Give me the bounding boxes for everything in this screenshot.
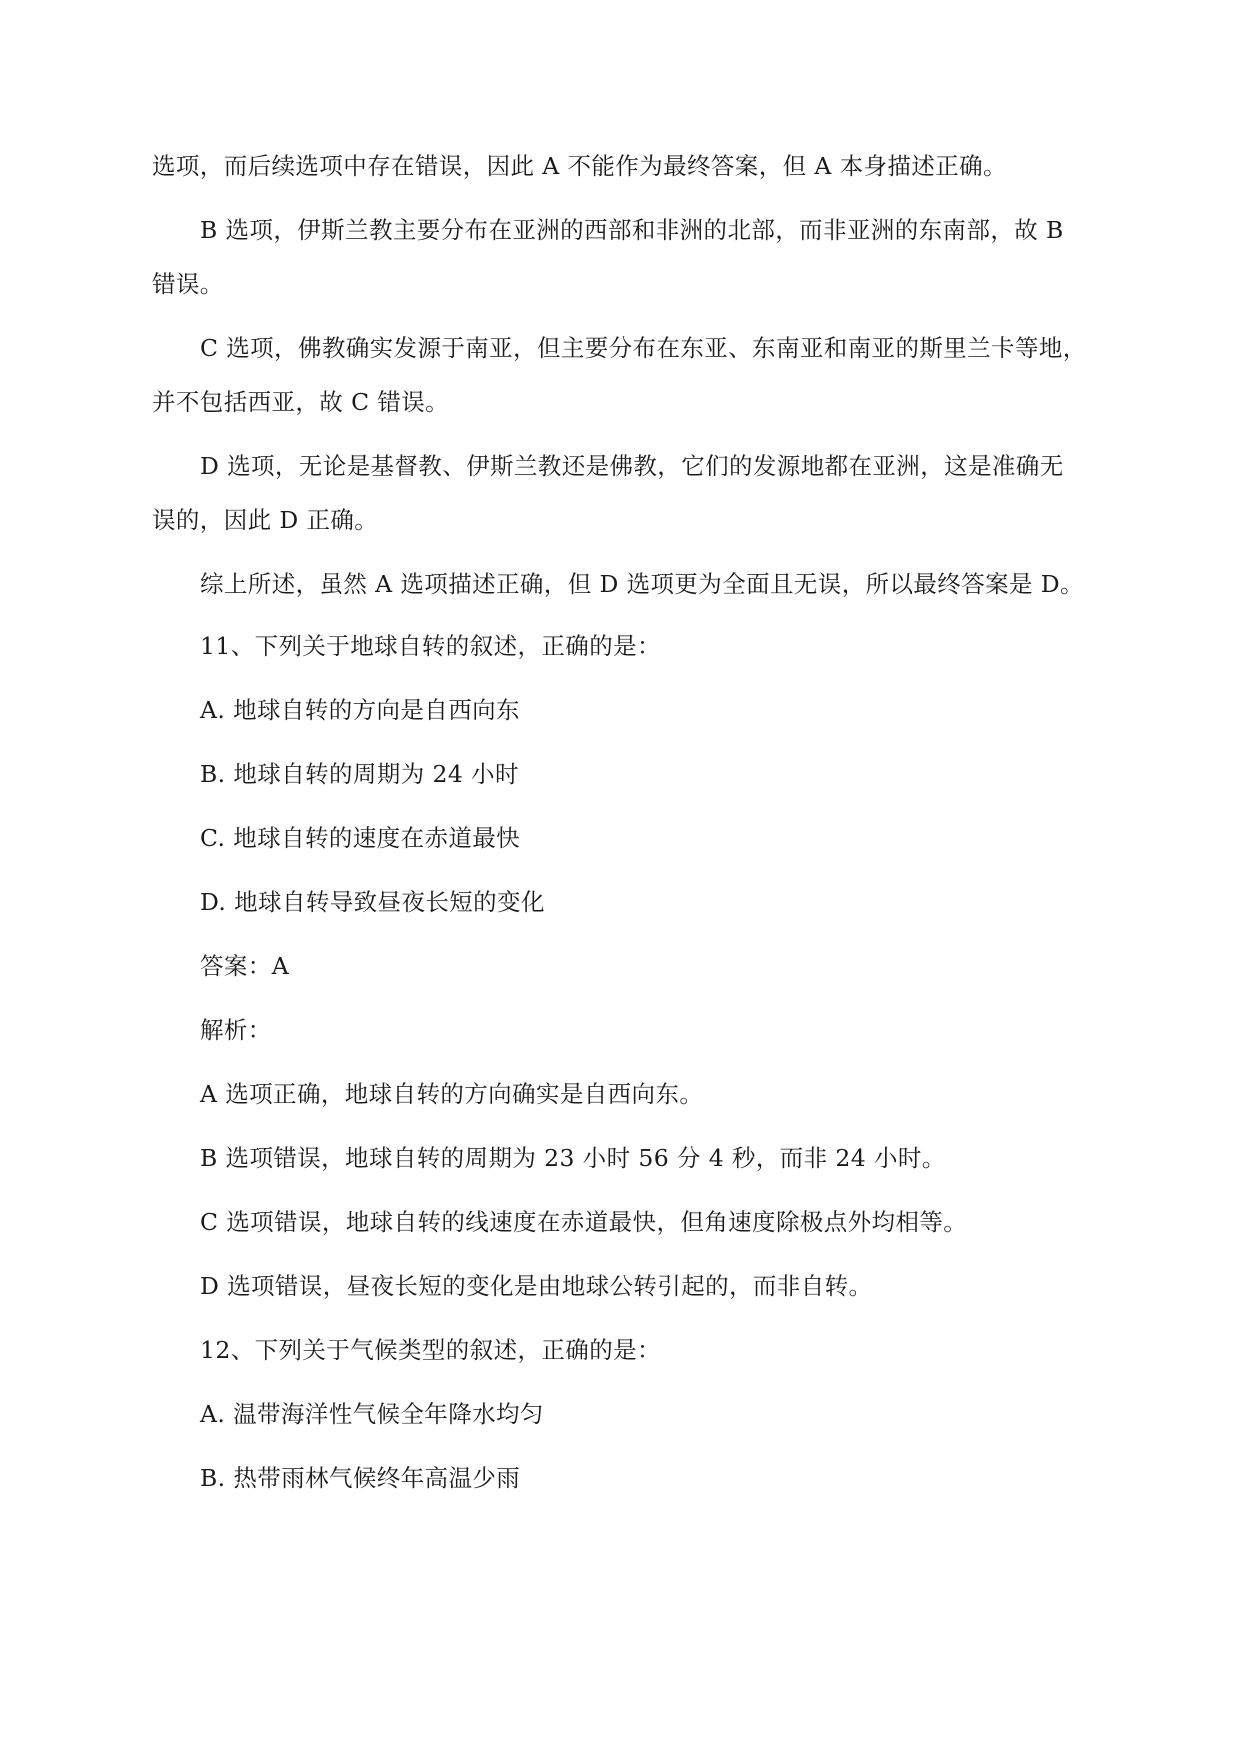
paragraph-line: 错误。 [152, 270, 224, 298]
option-a: A. 地球自转的方向是自西向东 [200, 696, 520, 724]
analysis-line: A 选项正确，地球自转的方向确实是自西向东。 [200, 1080, 704, 1108]
paragraph-line: 选项，而后续选项中存在错误，因此 A 不能作为最终答案，但 A 本身描述正确。 [152, 152, 1007, 180]
paragraph-line: 综上所述，虽然 A 选项描述正确，但 D 选项更为全面且无误，所以最终答案是 D。 [200, 570, 1084, 598]
analysis-heading: 解析： [200, 1016, 272, 1044]
option-a: A. 温带海洋性气候全年降水均匀 [200, 1400, 544, 1428]
paragraph-line: B 选项，伊斯兰教主要分布在亚洲的西部和非洲的北部，而非亚洲的东南部，故 B [200, 216, 1064, 244]
paragraph-line: 误的，因此 D 正确。 [152, 506, 379, 534]
option-d: D. 地球自转导致昼夜长短的变化 [200, 888, 545, 916]
question-title: 11、下列关于地球自转的叙述，正确的是： [200, 632, 661, 660]
answer-line: 答案：A [200, 952, 290, 980]
option-b: B. 地球自转的周期为 24 小时 [200, 760, 519, 788]
analysis-line: C 选项错误，地球自转的线速度在赤道最快，但角速度除极点外均相等。 [200, 1208, 968, 1236]
paragraph-line: D 选项，无论是基督教、伊斯兰教还是佛教，它们的发源地都在亚洲，这是准确无 [200, 452, 1064, 480]
analysis-line: B 选项错误，地球自转的周期为 23 小时 56 分 4 秒，而非 24 小时。 [200, 1144, 946, 1172]
analysis-line: D 选项错误，昼夜长短的变化是由地球公转引起的，而非自转。 [200, 1272, 873, 1300]
paragraph-line: 并不包括西亚，故 C 错误。 [152, 388, 450, 416]
question-title: 12、下列关于气候类型的叙述，正确的是： [200, 1336, 661, 1364]
option-b: B. 热带雨林气候终年高温少雨 [200, 1464, 521, 1492]
paragraph-line: C 选项，佛教确实发源于南亚，但主要分布在东亚、东南亚和南亚的斯里兰卡等地， [200, 334, 1087, 362]
option-c: C. 地球自转的速度在赤道最快 [200, 824, 521, 852]
